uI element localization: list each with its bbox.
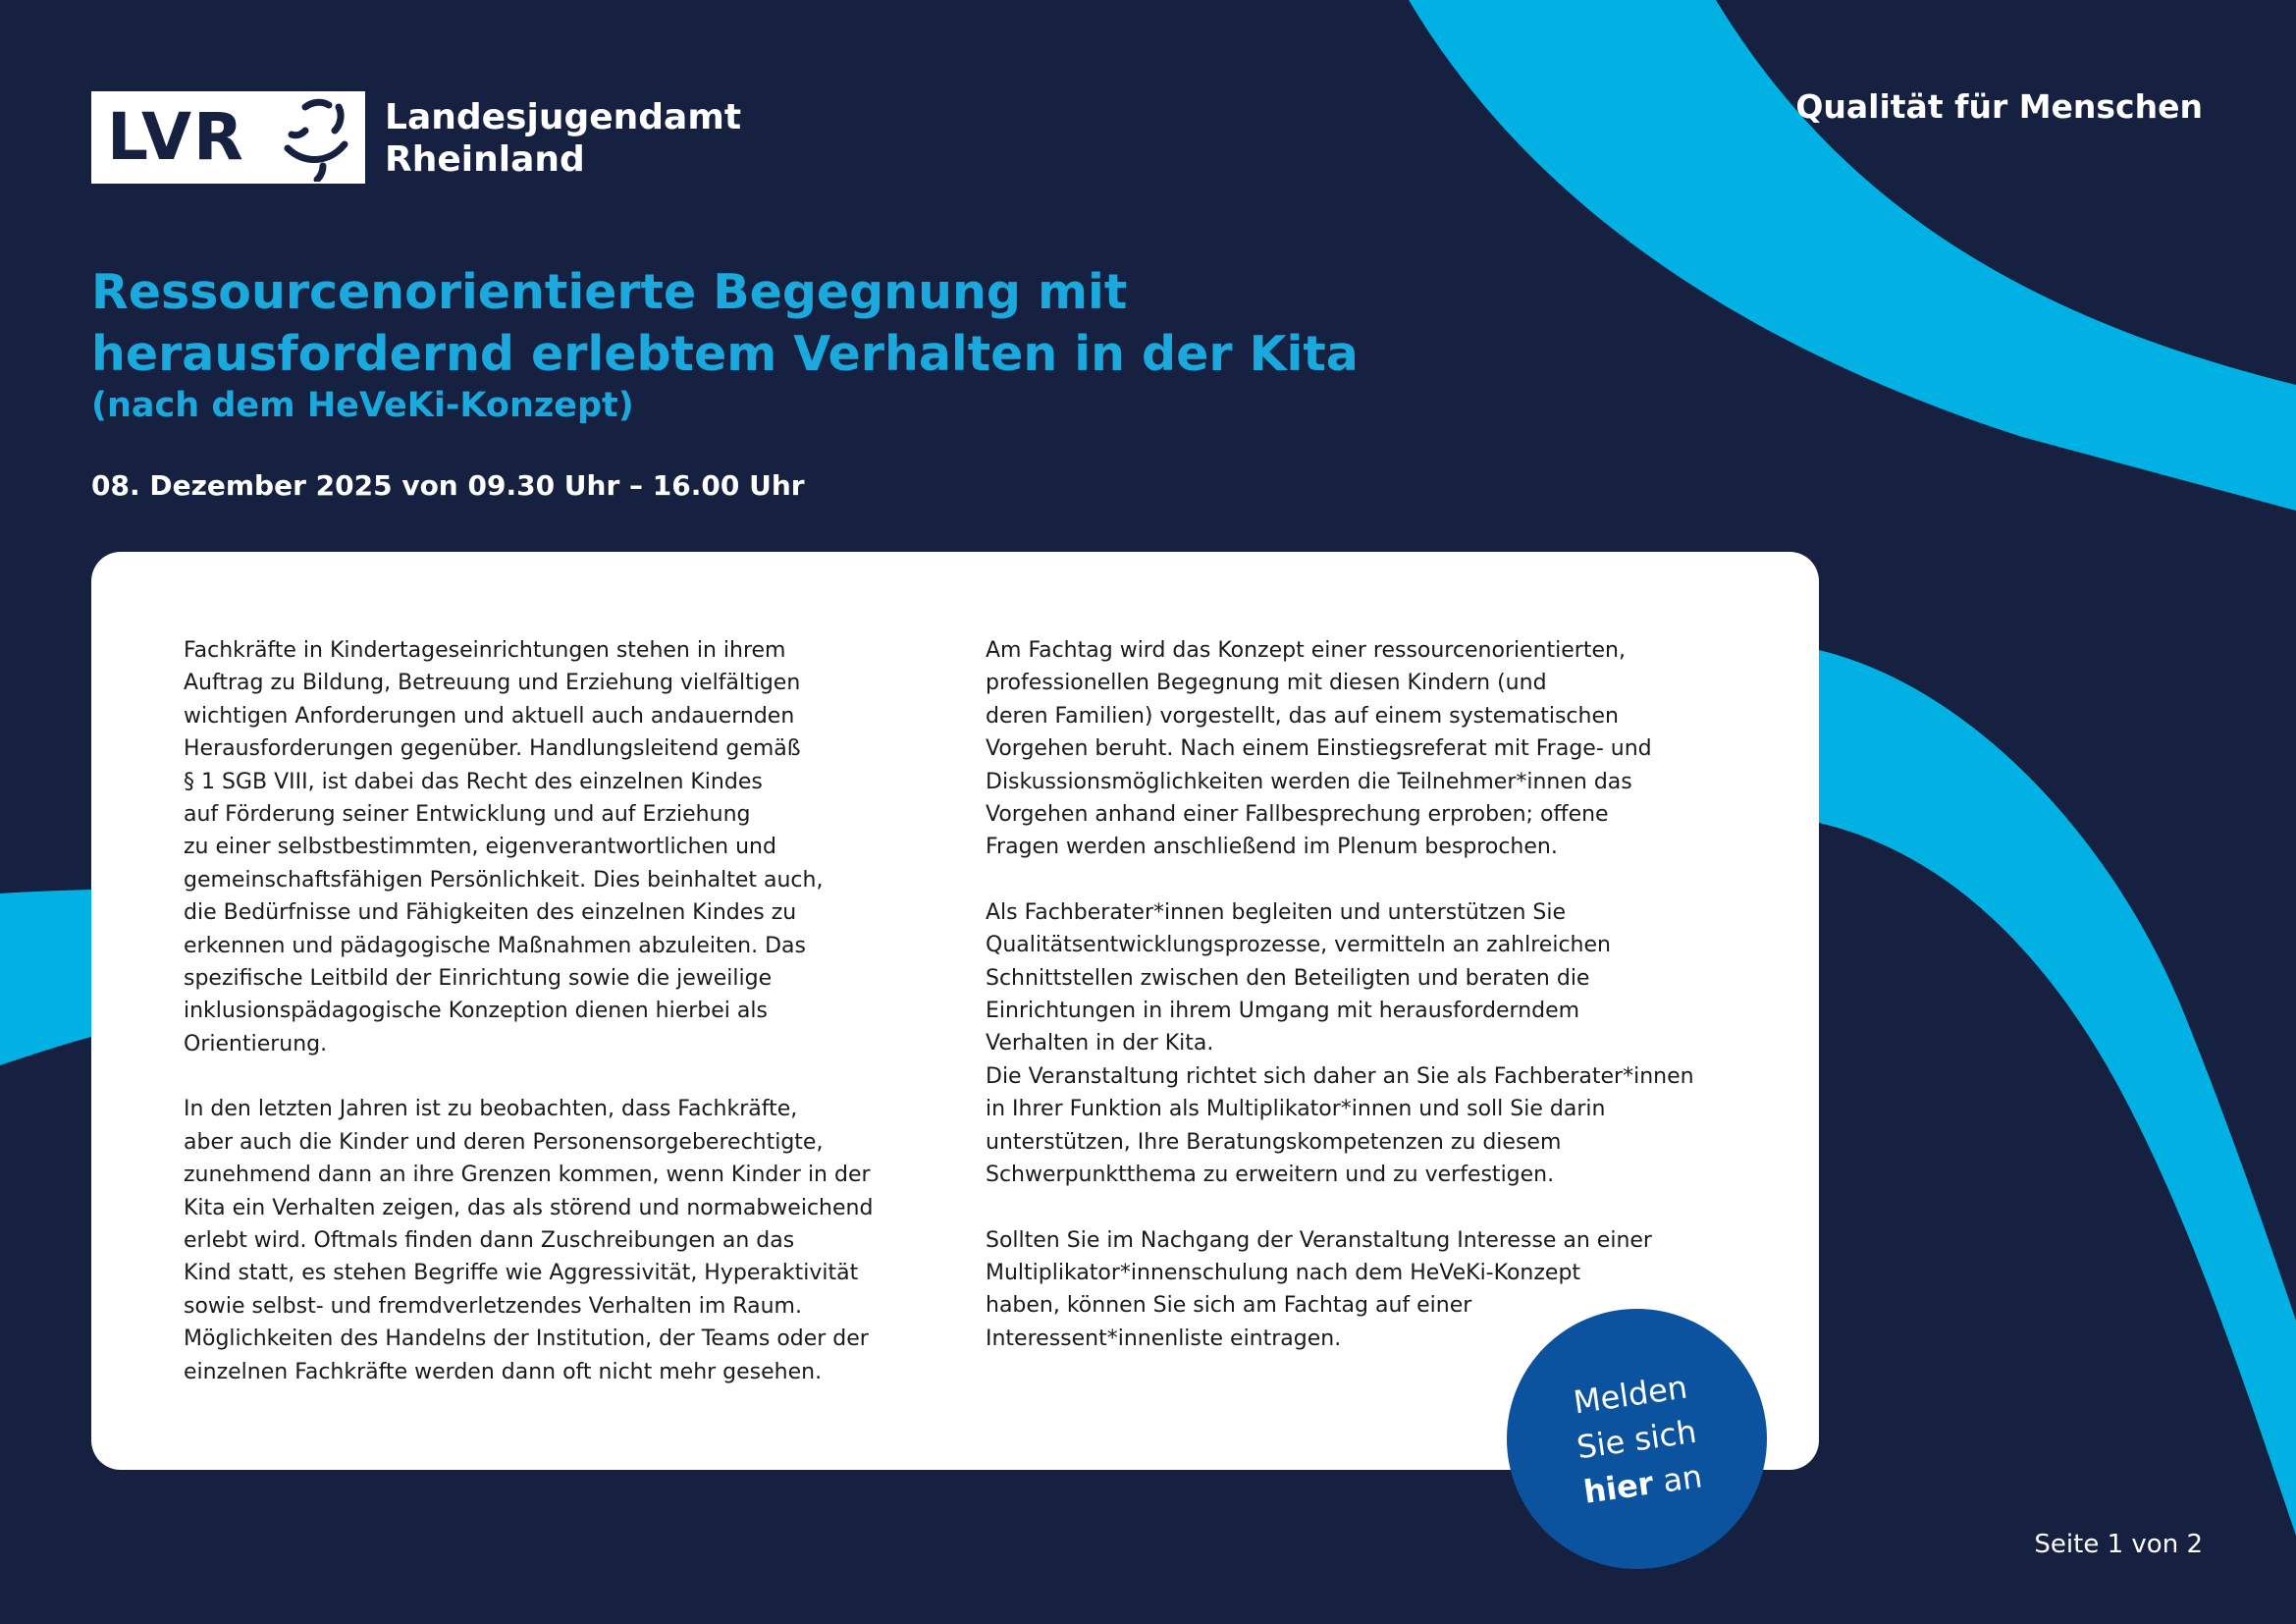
text-line: Am Fachtag wird das Konzept einer ressourcenorientierten,	[986, 638, 1626, 663]
text-line: gemeinschaftsfähigen Persönlichkeit. Dies beinhaltet auch,	[184, 867, 824, 893]
text-line: Vorgehen anhand einer Fallbesprechung erproben; offene	[986, 802, 1609, 828]
org-name	[385, 96, 741, 181]
paragraph	[184, 634, 873, 1060]
description-card	[91, 552, 1819, 1470]
text-line: Schnittstellen zwischen den Beteiligten und beraten die	[986, 965, 1590, 991]
cta-line2: Sie sich	[1575, 1412, 1699, 1466]
cta-line3-bold: hier	[1581, 1463, 1657, 1511]
org-name-line2: Rheinland	[385, 139, 585, 180]
event-subtitle: (nach dem HeVeKi-Konzept)	[91, 386, 634, 425]
text-line: auf Förderung seiner Entwicklung und auf Erziehung	[184, 802, 751, 828]
text-line: wichtigen Anforderungen und aktuell auch andauernden	[184, 703, 795, 729]
swoosh-top-right	[1409, 0, 2296, 511]
lvr-face-icon	[280, 93, 362, 182]
text-column-left	[184, 634, 873, 1388]
text-line: § 1 SGB VIII, ist dabei das Recht des einzelnen Kindes	[184, 769, 763, 794]
paragraph	[986, 896, 1694, 1192]
text-line: spezifische Leitbild der Einrichtung sowie die jeweilige	[184, 966, 773, 992]
text-line: deren Familien) vorgestellt, das auf einem systematischen	[986, 703, 1619, 729]
text-line: sowie selbst- und fremdverletzendes Verhalten im Raum.	[184, 1293, 802, 1319]
text-line: Fragen werden anschließend im Plenum besprochen.	[986, 835, 1558, 860]
text-line: Sollten Sie im Nachgang der Veranstaltung Interesse an einer	[986, 1227, 1652, 1253]
text-line: zunehmend dann an ihre Grenzen kommen, wenn Kinder in der	[184, 1163, 871, 1188]
paragraph	[986, 634, 1694, 864]
org-name-line1: Landesjugendamt	[385, 97, 742, 137]
text-line: Einrichtungen in ihrem Umgang mit herausforderndem	[986, 999, 1580, 1024]
text-line: erlebt wird. Oftmals finden dann Zuschreibungen an das	[184, 1227, 795, 1253]
text-line: haben, können Sie sich am Fachtag auf einer	[986, 1293, 1472, 1319]
swoosh-right	[1819, 650, 2296, 1536]
text-line: zu einer selbstbestimmten, eigenverantwortlichen und	[184, 835, 776, 860]
register-button-label	[1568, 1364, 1706, 1515]
text-line: Kind statt, es stehen Begriffe wie Aggressivität, Hyperaktivität	[184, 1261, 859, 1286]
text-line: Fachkräfte in Kindertageseinrichtungen stehen in ihrem	[184, 638, 786, 663]
tagline: Qualität für Menschen	[1795, 87, 2203, 126]
text-line: inklusionspädagogische Konzeption dienen hierbei als	[184, 999, 768, 1024]
text-line: Auftrag zu Bildung, Betreuung und Erziehung vielfältigen	[184, 671, 801, 696]
text-line: die Bedürfnisse und Fähigkeiten des einzelnen Kindes zu	[184, 900, 797, 926]
text-line: Verhalten in der Kita.	[986, 1031, 1214, 1056]
text-line: Vorgehen beruht. Nach einem Einstiegsreferat mit Frage- und	[986, 736, 1652, 762]
logo-text: LVR	[107, 99, 245, 175]
text-line: In den letzten Jahren ist zu beobachten, dass Fachkräfte,	[184, 1097, 798, 1122]
text-line: unterstützen, Ihre Beratungskompetenzen zu diesem	[986, 1129, 1562, 1155]
text-column-right	[986, 634, 1694, 1355]
event-title: Ressourcenorientierte Begegnung mit herausfordernd erlebtem Verhalten in der Kita	[91, 264, 1359, 382]
text-line: Als Fachberater*innen begleiten und unterstützen Sie	[986, 899, 1567, 925]
text-line: Herausforderungen gegenüber. Handlungsleitend gemäß	[184, 736, 801, 762]
swoosh-left	[0, 890, 91, 1065]
text-line: Schwerpunktthema zu erweitern und zu verfestigen.	[986, 1163, 1555, 1188]
page-number: Seite 1 von 2	[2034, 1530, 2203, 1559]
text-line: Orientierung.	[184, 1031, 328, 1056]
lvr-logo	[91, 91, 365, 184]
register-button[interactable]	[1507, 1309, 1767, 1569]
text-line: Die Veranstaltung richtet sich daher an Sie als Fachberater*innen	[986, 1063, 1694, 1089]
cta-line1: Melden	[1571, 1368, 1690, 1421]
cta-line3-rest: an	[1650, 1456, 1705, 1501]
text-line: Kita ein Verhalten zeigen, das als störend und normabweichend	[184, 1195, 874, 1220]
text-line: professionellen Begegnung mit diesen Kindern (und	[986, 671, 1547, 696]
text-line: Möglichkeiten des Handelns der Institution, der Teams oder der	[184, 1326, 869, 1352]
text-line: einzelnen Fachkräfte werden dann oft nicht mehr gesehen.	[184, 1359, 823, 1384]
event-date: 08. Dezember 2025 von 09.30 Uhr – 16.00 Uhr	[91, 469, 805, 502]
text-line: Qualitätsentwicklungsprozesse, vermitteln an zahlreichen	[986, 933, 1611, 958]
text-line: erkennen und pädagogische Maßnahmen abzuleiten. Das	[184, 933, 806, 958]
text-line: Interessent*innenliste eintragen.	[986, 1326, 1342, 1351]
paragraph	[184, 1093, 873, 1388]
text-line: Multiplikator*innenschulung nach dem HeVeKi-Konzept	[986, 1260, 1581, 1285]
text-line: in Ihrer Funktion als Multiplikator*innen und soll Sie darin	[986, 1097, 1606, 1122]
text-line: aber auch die Kinder und deren Personensorgeberechtigte,	[184, 1129, 824, 1155]
text-line: Diskussionsmöglichkeiten werden die Teilnehmer*innen das	[986, 769, 1632, 794]
